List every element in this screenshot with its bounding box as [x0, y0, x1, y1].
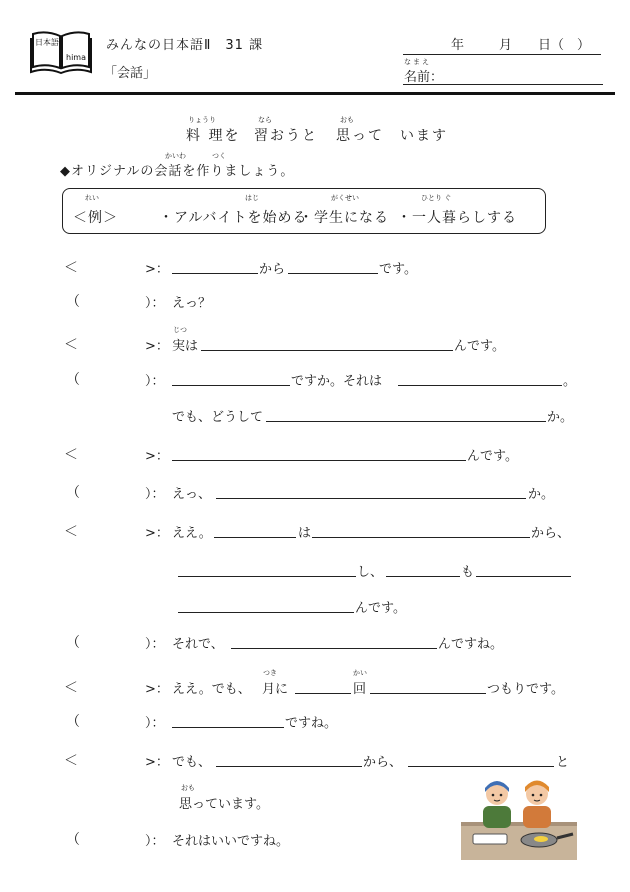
topic-naraou: 習おうと — [254, 128, 318, 144]
speaker-bracket-close: >： — [145, 339, 169, 354]
blank-12a[interactable] — [295, 693, 351, 694]
topic-ryouri: 料 理を — [186, 128, 241, 144]
cooking-illustration — [461, 776, 577, 860]
line12-ee-demo: ええ。でも、 — [172, 682, 251, 697]
speaker-bracket-open: ＜ — [64, 680, 78, 696]
blank-13[interactable] — [172, 727, 284, 728]
blank-9b[interactable] — [386, 576, 460, 577]
speaker-paren-open: （ — [66, 832, 80, 848]
speaker-bracket-close: >： — [145, 526, 169, 541]
blank-6[interactable] — [172, 460, 466, 461]
line12-tsukini: 月に — [262, 682, 289, 697]
ruby-kai: かい — [353, 669, 367, 677]
line12-tsumori: つもりです。 — [487, 682, 564, 697]
name-ruby: なまえ — [404, 58, 431, 66]
examples-box — [62, 188, 546, 234]
speaker-bracket-close: >： — [145, 755, 169, 770]
speaker-bracket-close: >： — [145, 682, 169, 697]
speaker-bracket-open: ＜ — [64, 260, 78, 276]
speaker-paren-open: （ — [66, 714, 80, 730]
line8-wa: は — [298, 526, 312, 541]
example-item-hitorigurashi: ・一人暮らしする — [397, 210, 517, 226]
line5-ka: か。 — [547, 410, 574, 425]
blank-3[interactable] — [201, 350, 453, 351]
date-month-label: 月 — [499, 38, 513, 53]
line8-ee: ええ。 — [172, 526, 212, 541]
line12-kai: 回 — [353, 682, 367, 697]
line9-mo: も — [461, 565, 475, 580]
example-item-gakusei: ・学生になる — [299, 210, 389, 226]
line1-kara: から — [259, 262, 286, 277]
date-day-label: 日（ ） — [538, 38, 591, 53]
blank-9a[interactable] — [178, 576, 356, 577]
line13-desune: ですね。 — [285, 716, 338, 731]
line3-ndesu: んです。 — [454, 339, 505, 354]
ruby-jitsu: じつ — [173, 326, 187, 334]
ruby-tsuki: つき — [263, 669, 277, 677]
blank-4a[interactable] — [172, 385, 290, 386]
speaker-paren-open: （ — [66, 372, 80, 388]
speaker-paren-close: ）： — [145, 487, 165, 502]
line3-jitsuwa: 実は — [172, 339, 199, 354]
topic-heading — [0, 115, 630, 149]
ruby-gakusei: がくせい — [331, 194, 359, 202]
line11-ndesune: んですね。 — [438, 637, 504, 652]
lesson-title: みんなの日本語Ⅱ 31 課 — [106, 38, 264, 53]
speaker-paren-close: ）： — [145, 296, 165, 311]
line7-ka: か。 — [528, 487, 555, 502]
speaker-paren-open: （ — [66, 635, 80, 651]
speaker-paren-close: ）： — [145, 834, 165, 849]
blank-14a[interactable] — [216, 766, 362, 767]
speaker-paren-open: （ — [66, 294, 80, 310]
ruby-haji: はじ — [245, 194, 259, 202]
ruby-omo-2: おも — [181, 784, 195, 792]
blank-1b[interactable] — [288, 273, 378, 274]
speaker-paren-close: ）： — [145, 716, 165, 731]
book-logo-icon — [30, 28, 92, 76]
line14-kara: から、 — [363, 755, 403, 770]
ruby-nara: なら — [258, 116, 272, 124]
line15-omotteimasu: 思っています。 — [179, 797, 269, 812]
ruby-rei: れい — [85, 194, 99, 202]
speaker-bracket-close: >： — [145, 262, 169, 277]
ruby-hitori: ひとり ぐ — [421, 194, 452, 202]
line5-doushite: でも、どうして — [172, 410, 264, 425]
ruby-ryouri: りょうり — [188, 116, 216, 124]
blank-14b[interactable] — [408, 766, 554, 767]
speaker-paren-close: ）： — [145, 637, 165, 652]
line4-end: 。 — [563, 374, 577, 389]
line14-demo: でも、 — [172, 755, 212, 770]
line16-text: それはいいですね。 — [172, 834, 290, 849]
speaker-bracket-open: ＜ — [64, 337, 78, 353]
line9-shi: し、 — [357, 565, 384, 580]
blank-11[interactable] — [231, 648, 437, 649]
speaker-bracket-close: >： — [145, 449, 169, 464]
header-divider — [15, 92, 615, 95]
date-field[interactable] — [403, 34, 601, 55]
speaker-paren-open: （ — [66, 485, 80, 501]
blank-9c[interactable] — [476, 576, 571, 577]
blank-4b[interactable] — [398, 385, 562, 386]
ruby-tsuku: つく — [212, 152, 226, 160]
blank-5[interactable] — [266, 421, 546, 422]
blank-7[interactable] — [216, 498, 526, 499]
blank-8a[interactable] — [214, 537, 296, 538]
blank-10[interactable] — [178, 612, 354, 613]
lesson-subtitle: 「会話」 — [104, 66, 157, 81]
blank-1a[interactable] — [172, 273, 258, 274]
line10-ndesu: んです。 — [355, 601, 406, 616]
example-item-arubaito: ・アルバイトを始める — [159, 210, 308, 226]
speaker-bracket-open: ＜ — [64, 524, 78, 540]
speaker-paren-close: ）： — [145, 374, 165, 389]
ruby-omo: おも — [340, 116, 354, 124]
line11-sorede: それで、 — [172, 637, 224, 652]
speaker-bracket-open: ＜ — [64, 753, 78, 769]
blank-8b[interactable] — [312, 537, 530, 538]
logo-text-top: 日本語 — [35, 38, 59, 47]
name-field[interactable] — [403, 64, 603, 85]
line1-desu: です。 — [379, 262, 417, 277]
ruby-kaiwa: かいわ — [165, 152, 186, 160]
line2-text: えっ？ — [172, 296, 212, 311]
date-year-label: 年 — [451, 38, 465, 53]
speaker-bracket-open: ＜ — [64, 447, 78, 463]
line4-desuka: ですか。それは — [291, 374, 383, 389]
instruction-text: ◆オリジナルの会話を作りましょう。 — [60, 164, 295, 179]
name-label: 名前： — [404, 70, 444, 85]
blank-12b[interactable] — [370, 693, 486, 694]
line7-ett: えっ、 — [172, 487, 212, 502]
example-label: ＜例＞ — [73, 210, 118, 226]
line14-to: と — [556, 755, 570, 770]
logo-text-bottom: hima — [66, 53, 86, 62]
line6-ndesu: んです。 — [467, 449, 518, 464]
line8-kara: から、 — [531, 526, 571, 541]
topic-omotte: 思って います — [336, 128, 448, 144]
